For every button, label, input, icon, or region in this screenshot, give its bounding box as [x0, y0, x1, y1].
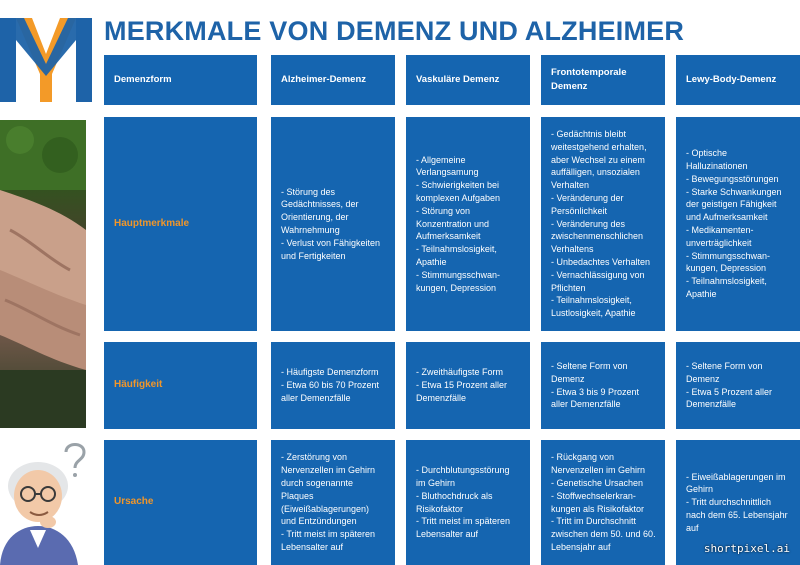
question-mark-icon: [66, 445, 84, 469]
cell-line: komplexen Aufgaben: [416, 193, 501, 203]
cell-line: - Tritt durchschnittlich: [686, 497, 772, 508]
cell-line: durch sogenannte: [281, 477, 354, 488]
header-label: Frontotemporale: [551, 67, 627, 78]
cell-line: - Rückgang von: [551, 452, 615, 463]
cell-line: - Etwa 3 bis 9 Prozent: [551, 386, 640, 397]
cell-line: - Starke Schwankungen: [686, 186, 782, 197]
row-label: Ursache: [114, 496, 154, 508]
header-label: Demenzform: [114, 74, 172, 85]
cell-line: Lebensalter auf: [416, 529, 479, 540]
row-label-hauptmerkmale: [104, 117, 257, 331]
cell-line: - Vernachlässigung von: [551, 269, 645, 280]
cell-haeufigkeit-vaskulaer: [406, 342, 530, 429]
header-label: Vaskuläre Demenz: [416, 74, 500, 85]
cell-line: Persönlichkeit: [551, 205, 608, 216]
cell-ursache-frontotemporal: [541, 440, 665, 565]
cell-line: Demenzfälle: [686, 399, 737, 410]
header-label: Demenz: [551, 81, 588, 92]
cell-line: - Stimmungsschwan-: [416, 269, 501, 280]
cell-line: - Teilnahmslosigkeit,: [416, 244, 497, 255]
row-label-haeufigkeit: [104, 342, 257, 429]
cell-line: Lebensjahr auf: [551, 541, 611, 552]
cell-line: - Allgemeine: [416, 154, 466, 165]
cell-line: - Gedächtnis bleibt: [551, 129, 627, 140]
cell-line: Verlangsamung: [416, 167, 479, 178]
cell-hauptmerkmale-lewy-body: [676, 117, 800, 331]
cell-line: - Verlust von Fähigkeiten: [281, 237, 381, 248]
cell-line: Halluzinationen: [686, 161, 748, 172]
cell-line: - Teilnahmslosigkeit,: [551, 295, 632, 306]
cell-line: kungen, Depression: [416, 282, 497, 293]
cell-line: Orientierung, der: [281, 212, 349, 223]
cell-line: aller Demenzfälle: [281, 392, 351, 403]
header-vaskulaer: [406, 55, 530, 105]
cell-line: weitestgehend erhalten,: [551, 141, 647, 152]
cell-line: - Teilnahmslosigkeit,: [686, 276, 767, 287]
header-label: Alzheimer-Demenz: [281, 74, 366, 85]
row-label-ursache: [104, 440, 257, 565]
cell-line: Gehirn: [686, 484, 714, 495]
cell-line: - Tritt meist im späteren: [281, 529, 376, 540]
cell-line: auf: [686, 522, 699, 533]
cell-line: - Störung des: [281, 186, 336, 197]
logo-my-icon: [0, 14, 92, 104]
cell-line: Aufmerksamkeit: [416, 231, 481, 242]
cell-haeufigkeit-frontotemporal: [541, 342, 665, 429]
cell-line: - Optische: [686, 148, 728, 159]
watermark: shortpixel.ai: [703, 542, 790, 555]
cell-line: - Störung von: [416, 205, 471, 216]
cell-line: - Zerstörung von: [281, 452, 348, 463]
cell-line: - Stoffwechselerkran-: [551, 490, 636, 501]
cell-line: - Stimmungsschwan-: [686, 250, 771, 261]
cell-line: unverträglichkeit: [686, 237, 752, 248]
cell-line: - Genetische Ursachen: [551, 477, 644, 488]
header-alzheimer: [271, 55, 395, 105]
cell-line: - Seltene Form von: [551, 360, 628, 371]
header-label: Lewy-Body-Demenz: [686, 74, 777, 85]
cell-line: zwischenmenschlichen: [551, 231, 644, 242]
cell-hauptmerkmale-vaskulaer: [406, 117, 530, 331]
cell-line: und Fertigkeiten: [281, 250, 346, 261]
row-label: Hauptmerkmale: [114, 217, 190, 229]
cell-line: - Unbedachtes Verhalten: [551, 256, 651, 267]
page-title: MERKMALE VON DEMENZ UND ALZHEIMER: [104, 16, 685, 46]
cell-line: - Medikamenten-: [686, 225, 754, 235]
cell-line: - Bewegungsstörungen: [686, 173, 779, 184]
cell-line: Demenz: [686, 373, 720, 384]
cell-line: Konzentration und: [416, 218, 490, 229]
cell-hauptmerkmale-frontotemporal: [541, 117, 665, 331]
cell-line: Pflichten: [551, 282, 586, 293]
cell-line: der geistigen Fähigkeit: [686, 199, 777, 210]
cell-line: - Etwa 5 Prozent aller: [686, 386, 773, 397]
cell-line: - Veränderung des: [551, 218, 626, 229]
cell-line: Risikofaktor: [416, 503, 464, 514]
header-lewy-body: [676, 55, 800, 105]
cell-line: Verhaltens: [551, 244, 594, 255]
cell-line: - Veränderung der: [551, 193, 624, 203]
cell-line: - Durchblutungsstörung: [416, 465, 510, 476]
cell-hauptmerkmale-alzheimer: [271, 117, 395, 331]
cell-line: und Entzündungen: [281, 516, 357, 527]
cell-line: - Schwierigkeiten bei: [416, 180, 500, 191]
cell-line: Plaques: [281, 490, 314, 501]
photo-hands: [0, 120, 86, 428]
cell-line: Nervenzellen im Gehirn: [551, 465, 646, 476]
cell-line: Lebensalter auf: [281, 541, 344, 552]
row-label: Häufigkeit: [114, 379, 163, 391]
cell-line: - Etwa 60 bis 70 Prozent: [281, 380, 380, 391]
cell-line: Lustlosigkeit, Apathie: [551, 308, 636, 319]
cell-line: - Tritt im Durchschnitt: [551, 516, 637, 527]
cell-line: kungen, Depression: [686, 263, 767, 274]
cell-ursache-alzheimer: [271, 440, 395, 565]
cell-line: aller Demenzfälle: [551, 399, 621, 410]
cell-haeufigkeit-lewy-body: [676, 342, 800, 429]
cell-line: Apathie: [416, 256, 447, 267]
cell-line: nach dem 65. Lebensjahr: [686, 509, 788, 520]
elderly-person-illustration: [0, 438, 96, 565]
cell-line: - Häufigste Demenzform: [281, 367, 379, 378]
cell-line: Demenz: [551, 373, 585, 384]
cell-line: Apathie: [686, 288, 717, 299]
cell-line: Verhalten: [551, 180, 590, 191]
cell-line: Demenzfälle: [416, 392, 467, 403]
cell-line: Gedächtnisses, der: [281, 199, 359, 210]
cell-line: - Bluthochdruck als: [416, 490, 493, 501]
cell-line: kungen als Risikofaktor: [551, 503, 645, 514]
cell-line: im Gehirn: [416, 477, 456, 488]
cell-line: aber Wechsel zu einem: [551, 154, 645, 165]
cell-line: auffälligen, unsozialen: [551, 167, 640, 178]
cell-ursache-vaskulaer: [406, 440, 530, 565]
cell-line: und Aufmerksamkeit: [686, 212, 768, 223]
cell-line: (Eiweißablagerungen): [281, 503, 370, 514]
header-frontotemporal: [541, 55, 665, 105]
cell-line: Nervenzellen im Gehirn: [281, 465, 376, 476]
cell-line: Wahrnehmung: [281, 225, 340, 235]
cell-line: - Seltene Form von: [686, 360, 763, 371]
cell-haeufigkeit-alzheimer: [271, 342, 395, 429]
cell-line: - Eiweißablagerungen im: [686, 471, 786, 482]
cell-line: - Tritt meist im späteren: [416, 516, 511, 527]
cell-line: - Etwa 15 Prozent aller: [416, 380, 508, 391]
cell-line: zwischen dem 50. und 60.: [551, 529, 656, 540]
header-demenzform: [104, 55, 257, 105]
cell-line: - Zweithäufigste Form: [416, 367, 504, 378]
